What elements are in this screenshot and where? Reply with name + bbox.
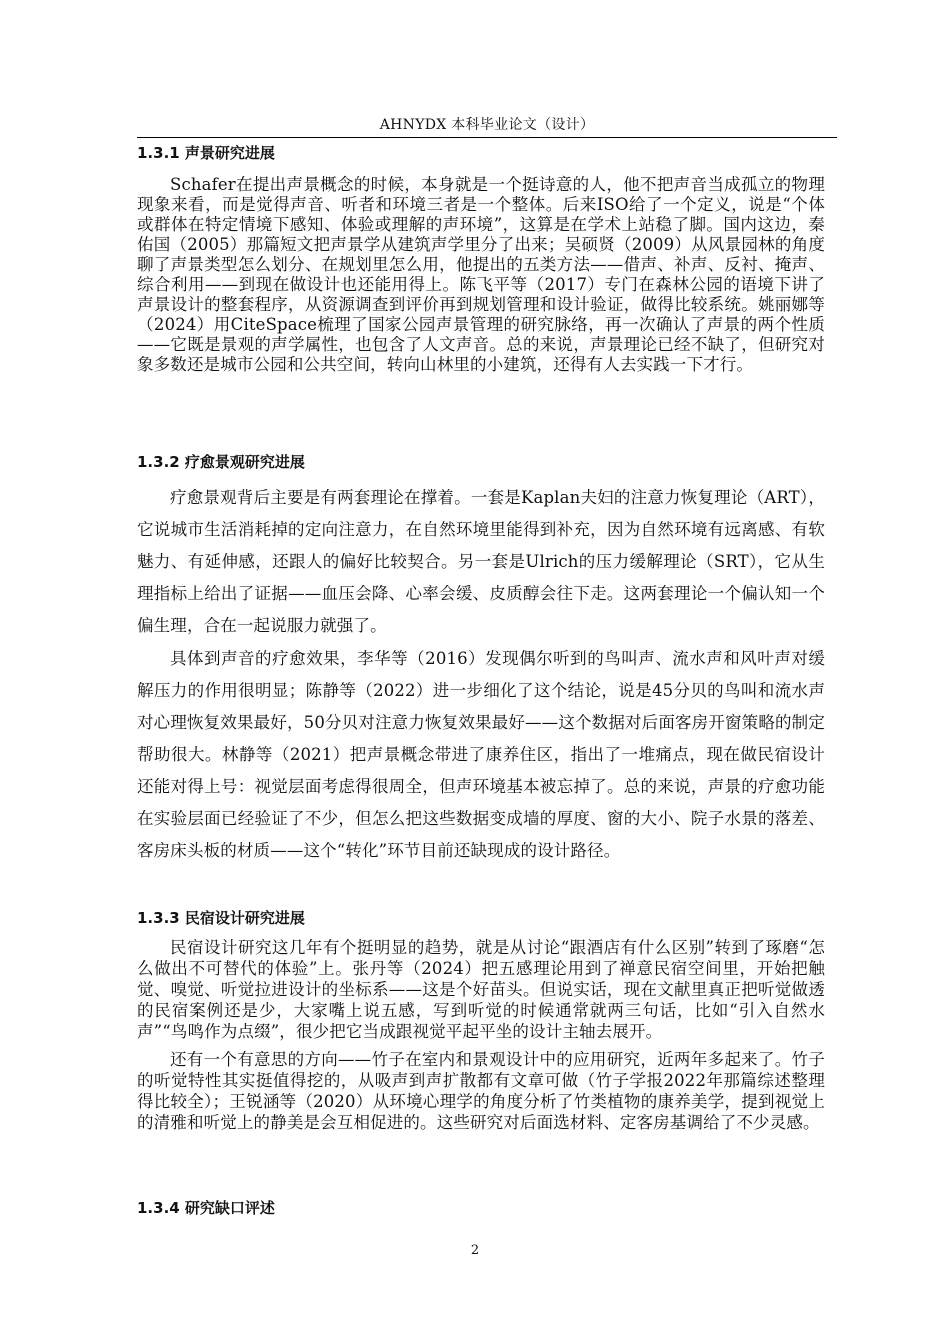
running-header: AHNYDX 本科毕业论文（设计）: [379, 117, 595, 133]
section-heading-1-3-2: 1.3.2 疗愈景观研究进展: [137, 453, 305, 471]
paragraph-healing-theory: 疗愈景观背后主要是有两套理论在撑着。一套是Kaplan夫妇的注意力恢复理论（ART），它说城市生活消耗掉的定向注意力，在自然环境里能得到补充，因为自然环境有远离感、有软魅力、有延伸感，还跟人的偏好比较契合。另一套是Ulrich的压力缓解理论（SRT），它从生理指标上给出了证据——血压会降、心率会缓、皮质醇会往下走。这两套理论一个偏认知一个偏生理，合在一起说服力就强了。: [137, 488, 825, 635]
section-heading-1-3-4: 1.3.4 研究缺口评述: [137, 1199, 275, 1217]
paragraph-homestay-design: 民宿设计研究这几年有个挺明显的趋势，就是从讨论“跟酒店有什么区别”转到了琢磨“怎么做出不可替代的体验”上。张丹等（2024）把五感理论用到了禅意民宿空间里，开始把触觉、嗅觉、听觉拉进设计的坐标系——这是个好苗头。但说实话，现在文献里真正把听觉做透的民宿案例还是少，大家嘴上说五感，写到听觉的时候通常就两三句话，比如“引入自然水声”“鸟鸣作为点缀”，很少把它当成跟视觉平起平坐的设计主轴去展开。: [137, 938, 825, 1041]
header-rule: [137, 137, 837, 138]
section-heading-1-3-1: 1.3.1 声景研究进展: [137, 144, 275, 162]
paragraph-soundscape: Schafer在提出声景概念的时候，本身就是一个挺诗意的人，他不把声音当成孤立的物理现象来看，而是觉得声音、听者和环境三者是一个整体。后来ISO给了一个定义，说是“个体或群体在特定情境下感知、体验或理解的声环境”，这算是在学术上站稳了脚。国内这边，秦佑国（2005）那篇短文把声景学从建筑声学里分了出来；吴硕贤（2009）从风景园林的角度聊了声景类型怎么划分、在规划里怎么用，他提出的五类方法——借声、补声、反衬、掩声、综合利用——到现在做设计也还能用得上。陈飞平等（2017）专门在森林公园的语境下讲了声景设计的整套程序，从资源调查到评价再到规划管理和设计验证，做得比较系统。姚丽娜等（2024）用CiteSpace梳理了国家公园声景管理的研究脉络，再一次确认了声景的两个性质——它既是景观的声学属性，也包含了人文声音。总的来说，声景理论已经不缺了，但研究对象多数还是城市公园和公共空间，转向山林里的小建筑，还得有人去实践一下才行。: [137, 175, 825, 374]
paragraph-bamboo: 还有一个有意思的方向——竹子在室内和景观设计中的应用研究，近两年多起来了。竹子的听觉特性其实挺值得挖的，从吸声到声扩散都有文章可做（竹子学报2022年那篇综述整理得比较全）；王锐涵等（2020）从环境心理学的角度分析了竹类植物的康养美学，提到视觉上的清雅和听觉上的静美是会互相促进的。这些研究对后面选材料、定客房基调给了不少灵感。: [137, 1050, 825, 1132]
section-heading-1-3-3: 1.3.3 民宿设计研究进展: [137, 909, 305, 927]
page-number: 2: [470, 1243, 480, 1258]
paragraph-healing-sound: 具体到声音的疗愈效果，李华等（2016）发现偶尔听到的鸟叫声、流水声和风叶声对缓解压力的作用很明显；陈静等（2022）进一步细化了这个结论，说是45分贝的鸟叫和流水声对心理恢复效果最好，50分贝对注意力恢复效果最好——这个数据对后面客房开窗策略的制定帮助很大。林静等（2021）把声景概念带进了康养住区，指出了一堆痛点，现在做民宿设计还能对得上号：视觉层面考虑得很周全，但声环境基本被忘掉了。总的来说，声景的疗愈功能在实验层面已经验证了不少，但怎么把这些数据变成墙的厚度、窗的大小、院子水景的落差、客房床头板的材质——这个“转化”环节目前还缺现成的设计路径。: [137, 649, 825, 860]
